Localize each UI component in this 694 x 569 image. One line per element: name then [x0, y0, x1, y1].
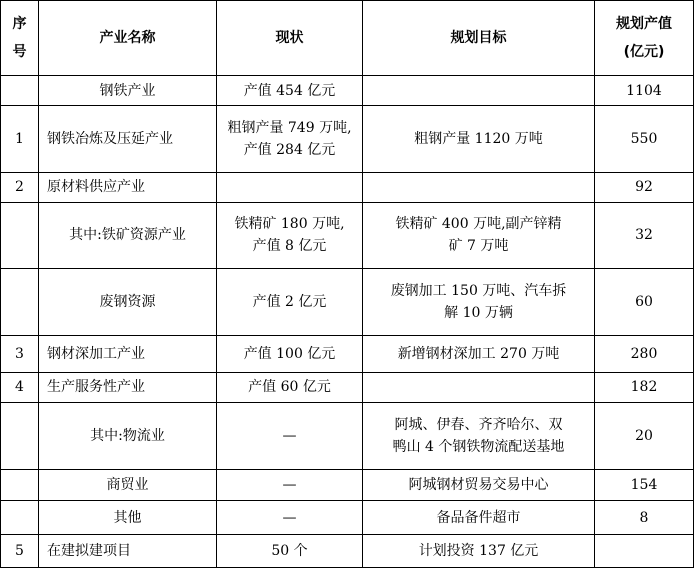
- row-value: 1104: [595, 76, 694, 106]
- header-no: 序 号: [1, 1, 39, 76]
- row-no: 4: [1, 372, 39, 403]
- row-status: 铁精矿 180 万吨, 产值 8 亿元: [217, 202, 363, 268]
- table-row: [1, 173, 694, 203]
- row-target: 废钢加工 150 万吨、汽车拆 解 10 万辆: [363, 268, 595, 335]
- row-value: 280: [595, 335, 694, 372]
- row-status: —: [217, 470, 363, 501]
- row-no: [1, 202, 39, 268]
- row-no: [1, 76, 39, 106]
- row-status: 50 个: [217, 535, 363, 568]
- row-status: 产值 2 亿元: [217, 268, 363, 335]
- row-target: [363, 76, 595, 106]
- row-target: 阿城、伊春、齐齐哈尔、双 鸭山 4 个钢铁物流配送基地: [363, 403, 595, 470]
- table-header-row: [1, 1, 694, 76]
- row-name: 钢铁产业: [39, 76, 217, 106]
- row-name: 生产服务性产业: [39, 372, 217, 403]
- table-row: [1, 470, 694, 501]
- header-name: 产业名称: [39, 1, 217, 76]
- table-row: [1, 105, 694, 172]
- table-row: [1, 403, 694, 470]
- row-no: 1: [1, 105, 39, 172]
- row-status: 产值 454 亿元: [217, 76, 363, 106]
- table-row: [1, 500, 694, 535]
- row-status: —: [217, 403, 363, 470]
- row-status: 粗钢产量 749 万吨, 产值 284 亿元: [217, 105, 363, 172]
- row-value: [595, 535, 694, 568]
- row-name: 原材料供应产业: [39, 173, 217, 203]
- row-value: 8: [595, 500, 694, 535]
- row-target: 计划投资 137 亿元: [363, 535, 595, 568]
- row-value: 92: [595, 173, 694, 203]
- row-name: 其他: [39, 500, 217, 535]
- table-row: [1, 268, 694, 335]
- row-name: 其中:物流业: [39, 403, 217, 470]
- row-no: [1, 403, 39, 470]
- row-no: 2: [1, 173, 39, 203]
- row-no: 3: [1, 335, 39, 372]
- table-row: [1, 372, 694, 403]
- row-target: 阿城钢材贸易交易中心: [363, 470, 595, 501]
- row-target: [363, 173, 595, 203]
- row-value: 60: [595, 268, 694, 335]
- row-status: [217, 173, 363, 203]
- row-name: 废钢资源: [39, 268, 217, 335]
- row-value: 20: [595, 403, 694, 470]
- row-name: 钢材深加工产业: [39, 335, 217, 372]
- row-status: 产值 60 亿元: [217, 372, 363, 403]
- row-value: 154: [595, 470, 694, 501]
- table-row: [1, 535, 694, 568]
- header-status: 现状: [217, 1, 363, 76]
- row-value: 550: [595, 105, 694, 172]
- table-row: [1, 335, 694, 372]
- row-name: 商贸业: [39, 470, 217, 501]
- row-target: [363, 372, 595, 403]
- row-target: 新增钢材深加工 270 万吨: [363, 335, 595, 372]
- row-target: 粗钢产量 1120 万吨: [363, 105, 595, 172]
- table-row: [1, 202, 694, 268]
- header-target: 规划目标: [363, 1, 595, 76]
- row-no: 5: [1, 535, 39, 568]
- row-status: —: [217, 500, 363, 535]
- row-no: [1, 268, 39, 335]
- row-target: 备品备件超市: [363, 500, 595, 535]
- row-value: 182: [595, 372, 694, 403]
- table-row: [1, 76, 694, 106]
- row-no: [1, 470, 39, 501]
- row-name: 钢铁冶炼及压延产业: [39, 105, 217, 172]
- header-value: 规划产值 (亿元): [595, 1, 694, 76]
- row-no: [1, 500, 39, 535]
- row-name: 其中:铁矿资源产业: [39, 202, 217, 268]
- row-name: 在建拟建项目: [39, 535, 217, 568]
- row-value: 32: [595, 202, 694, 268]
- row-target: 铁精矿 400 万吨,副产锌精 矿 7 万吨: [363, 202, 595, 268]
- row-status: 产值 100 亿元: [217, 335, 363, 372]
